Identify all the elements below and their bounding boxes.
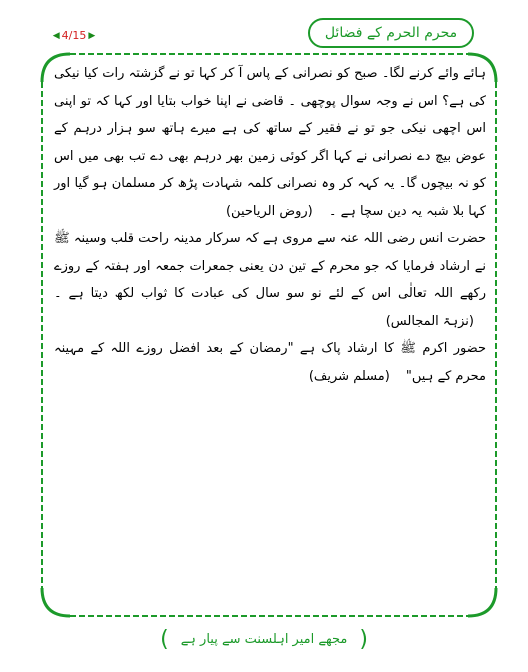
footer-motto: مجھے امیر اہلسنت سے پیار ہے [180,631,348,647]
paragraph-2 [54,225,486,335]
reference-3: (مسلم شریف) [308,368,390,384]
footer [0,624,528,654]
triangle-right-icon: ▶ [88,31,96,41]
paragraph-1 [54,60,486,225]
reference-2: (نزہۃ المجالس) [385,313,474,329]
bracket-right-icon: ) [160,626,169,652]
main-text [54,60,486,390]
page-number-text: 4/15 [61,29,87,42]
paragraph-2-text: حضرت انس رضی اللہ عنہ سے مروی ہے کہ سرکار مدینہ راحت قلب وسینہ ﷺ نے ارشاد فرمایا کہ جو محرم کے تین دن یعنی جمعرات جمعہ اور ہفتہ کے روزے رکھے اللہ تعالٰی اس کے لئے نو سو سال کی عبادت کا ثواب لکھ دیتا ہے ۔ [54,231,486,301]
bracket-left-icon: ( [359,626,368,652]
paragraph-3-text: حضور اکرم ﷺ کا ارشاد پاک ہے "رمضان کے بعد افضل روزے اللہ کے مہینہ محرم کے ہیں" [54,341,486,384]
header-title: محرم الحرم کے فضائل [324,25,458,41]
paragraph-3 [54,335,486,390]
paragraph-1-text: ہائے وائے کرنے لگا۔ صبح کو نصرانی کے پاس آ کر کہا تو نے گزشتہ رات کیا نیکی کی ہے؟ اس نے وجہ سوال پوچھی ۔ قاضی نے اپنا خواب بتایا اور کہا کہ تو اپنی اس اچھی نیکی جو تو نے فقیر کے ساتھ کی ہے میرے ہاتھ سو ہزار درہم کے عوض بیچ دے نصرانی نے کہا اگر کوئی زمین بھر درہم بھی دے تب بھی میں اس کو نہ بیچوں گا۔ یہ کہہ کر وہ نصرانی کلمہ شہادت پڑھ کر مسلمان ہو گیا اور کہا بلا شبہ یہ دین سچا ہے ۔ [54,66,486,219]
page-number [48,28,100,44]
triangle-left-icon: ◀ [52,31,60,41]
reference-1: (روض الریاحین) [225,203,313,219]
header-title-box [308,18,474,48]
